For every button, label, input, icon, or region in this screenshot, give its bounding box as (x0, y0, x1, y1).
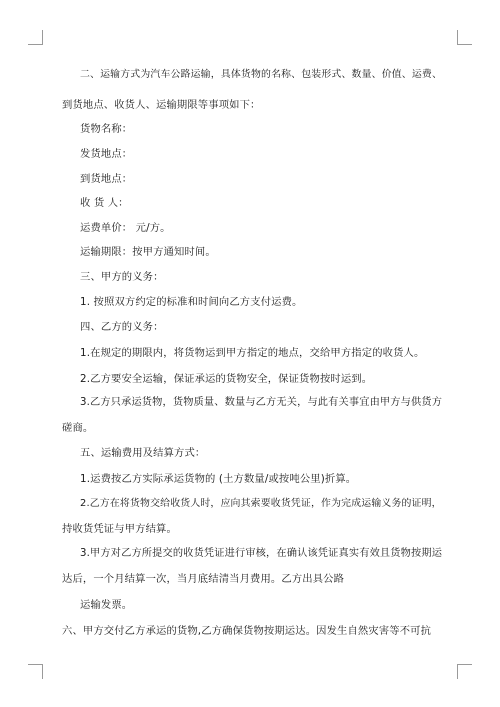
paragraph-line: 3.甲方对乙方所提交的收货凭证进行审核，在确认该凭证真实有效且货物按期运 (80, 548, 443, 559)
paragraph-line: 2.乙方要安全运输，保证承运的货物安全，保证货物按时运到。 (80, 373, 373, 385)
field-label-unit-price: 运费单价： 元/方。 (80, 222, 171, 234)
paragraph-line: 3.乙方只承运货物，货物质量、数量与乙方无关，与此有关事宜由甲方与供货方 (80, 397, 443, 408)
crop-mark-bottom-left (28, 664, 43, 679)
field-label-consignee: 收 货 人： (80, 197, 129, 209)
paragraph-line: 2.乙方在将货物交给收货人时，应向其索要收货凭证，作为完成运输义务的证明， (80, 498, 442, 509)
field-label-origin: 发货地点： (80, 148, 133, 160)
field-label-transport-period: 运输期限：按甲方通知时间。 (80, 246, 216, 258)
crop-mark-top-right (457, 30, 472, 45)
field-label-destination: 到货地点： (80, 173, 133, 185)
paragraph-line: 六、甲方交付乙方承运的货物,乙方确保货物按期运达。因发生自然灾害等不可抗 (62, 625, 432, 637)
paragraph-line: 达后，一个月结算一次，当月底结清当月费用。乙方出具公路 (62, 573, 345, 585)
crop-mark-top-left (28, 30, 43, 45)
paragraph-line: 持收货凭证与甲方结算。 (62, 523, 177, 535)
paragraph-line: 二、运输方式为汽车公路运输，具体货物的名称、包装形式、数量、价值、运费、 (80, 69, 443, 80)
paragraph-line: 1.运费按乙方实际承运货物的 (土方数量/或按吨公里)折算。 (80, 473, 357, 485)
section-heading: 五、运输费用及结算方式： (80, 447, 206, 459)
paragraph-line: 1.在规定的期限内，将货物运到甲方指定的地点，交给甲方指定的收货人。 (80, 347, 425, 359)
section-heading: 三、甲方的义务： (80, 271, 164, 283)
paragraph-line: 到货地点、收货人、运输期限等事项如下： (62, 99, 261, 111)
paragraph-line: 运输发票。 (80, 599, 133, 611)
paragraph-line: 磋商。 (62, 422, 94, 434)
section-heading: 四、乙方的义务： (80, 321, 164, 333)
crop-mark-bottom-right (457, 664, 472, 679)
field-label-goods-name: 货物名称： (80, 123, 133, 135)
paragraph-line: 1. 按照双方约定的标准和时间向乙方支付运费。 (80, 296, 303, 308)
